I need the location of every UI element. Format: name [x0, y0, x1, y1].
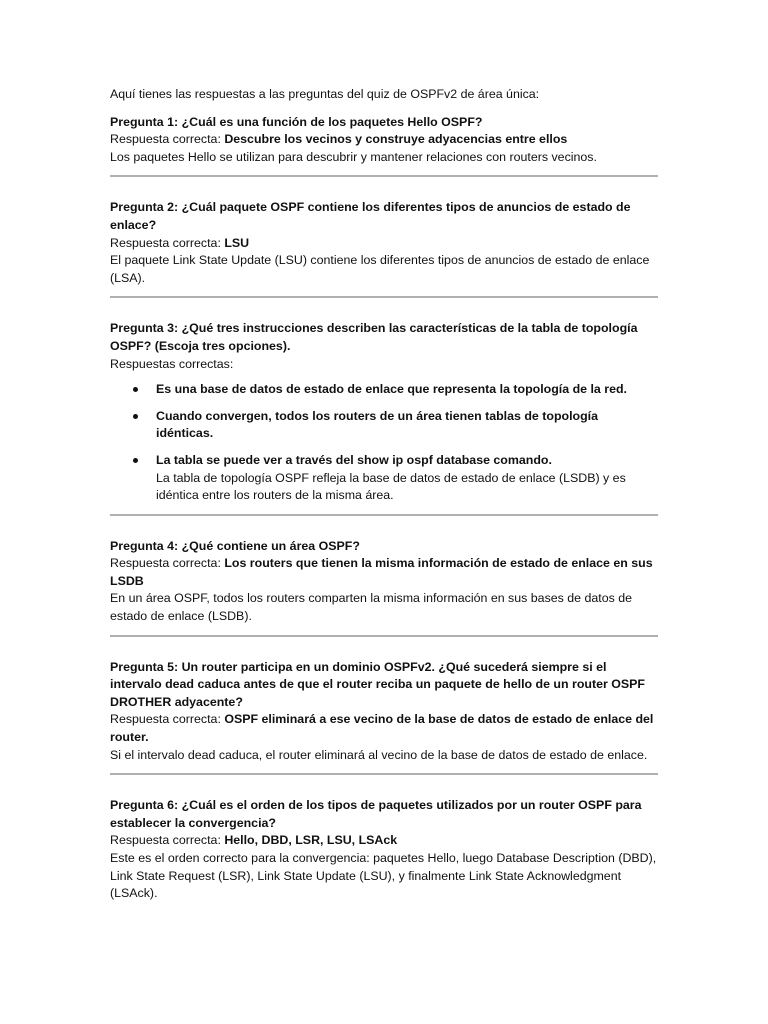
option-text: Cuando convergen, todos los routers de un área tienen tablas de topología idénticas. [156, 408, 598, 441]
list-item [156, 452, 658, 505]
question-6-title: Pregunta 6: ¿Cuál es el orden de los tipos de paquetes utilizados por un router OSPF para establecer la convergencia? [110, 798, 642, 830]
option-text: La tabla se puede ver a través del show ip ospf database comando. [156, 452, 552, 467]
question-3-answer-label: Respuestas correctas: [110, 356, 234, 371]
question-3-title: Pregunta 3: ¿Qué tres instrucciones describen las características de la tabla de topología OSPF? (Escoja tres opciones). [110, 321, 638, 353]
question-2-explanation: El paquete Link State Update (LSU) contiene los diferentes tipos de anuncios de estado de enlace (LSA). [110, 253, 650, 285]
question-6-answer [110, 832, 658, 850]
answer-label: Respuesta correcta: [110, 556, 225, 571]
question-5-explanation: Si el intervalo dead caduca, el router eliminará al vecino de la base de datos de estado de enlace. [110, 747, 648, 762]
question-6-section [110, 797, 658, 903]
list-item [156, 381, 658, 399]
question-2-answer [110, 235, 658, 253]
answer-text: Descubre los vecinos y construye adyacencias entre ellos [224, 132, 568, 147]
answer-text: OSPF eliminará a ese vecino de la base de datos de estado de enlace del router. [110, 712, 654, 745]
section-divider [110, 296, 658, 298]
answer-text: Hello, DBD, LSR, LSU, LSAck [224, 833, 398, 848]
question-5-section [110, 659, 658, 765]
question-1-title: Pregunta 1: ¿Cuál es una función de los paquetes Hello OSPF? [110, 114, 483, 129]
question-4-section [110, 538, 658, 626]
answer-text: Los routers que tienen la misma información de estado de enlace en sus LSDB [110, 556, 653, 588]
section-divider [110, 514, 658, 516]
answer-label: Respuesta correcta: [110, 833, 225, 848]
list-item [156, 408, 658, 443]
intro-text: Aquí tienes las respuestas a las preguntas del quiz de OSPFv2 de área única: [110, 87, 540, 101]
question-4-answer [110, 555, 658, 590]
question-3-explanation: La tabla de topología OSPF refleja la base de datos de estado de enlace (LSDB) y es idéntica entre los routers de la misma área. [156, 470, 626, 503]
question-2-title: Pregunta 2: ¿Cuál paquete OSPF contiene los diferentes tipos de anuncios de estado de enlace? [110, 200, 631, 232]
question-2-section [110, 199, 658, 287]
question-5-title: Pregunta 5: Un router participa en un dominio OSPFv2. ¿Qué sucederá siempre si el intervalo dead caduca antes de que el router reciba un paquete de hello de un router OSPF DROTHER adyacente? [110, 659, 645, 709]
question-4-title: Pregunta 4: ¿Qué contiene un área OSPF? [110, 538, 360, 553]
option-text: Es una base de datos de estado de enlace que representa la topología de la red. [156, 382, 627, 397]
answer-label: Respuesta correcta: [110, 235, 225, 250]
question-4-explanation: En un área OSPF, todos los routers comparten la misma información en sus bases de datos de estado de enlace (LSDB). [110, 591, 633, 624]
section-divider [110, 175, 658, 177]
section-divider [110, 635, 658, 637]
question-3-section [110, 320, 658, 504]
question-1-answer [110, 131, 658, 149]
answer-text: LSU [224, 235, 250, 250]
section-divider [110, 773, 658, 775]
question-5-answer [110, 711, 658, 746]
answer-label: Respuesta correcta: [110, 132, 225, 147]
question-1-section [110, 114, 658, 167]
question-1-explanation: Los paquetes Hello se utilizan para descubrir y mantener relaciones con routers vecinos. [110, 149, 597, 164]
document-page [110, 86, 658, 903]
question-6-explanation: Este es el orden correcto para la convergencia: paquetes Hello, luego Database Description (DBD), Link State Request (LSR), Link State Update (LSU), y finalmente Link State Acknowledgment (LSAck). [110, 851, 657, 901]
question-3-options [110, 381, 658, 505]
answer-label: Respuesta correcta: [110, 712, 225, 727]
